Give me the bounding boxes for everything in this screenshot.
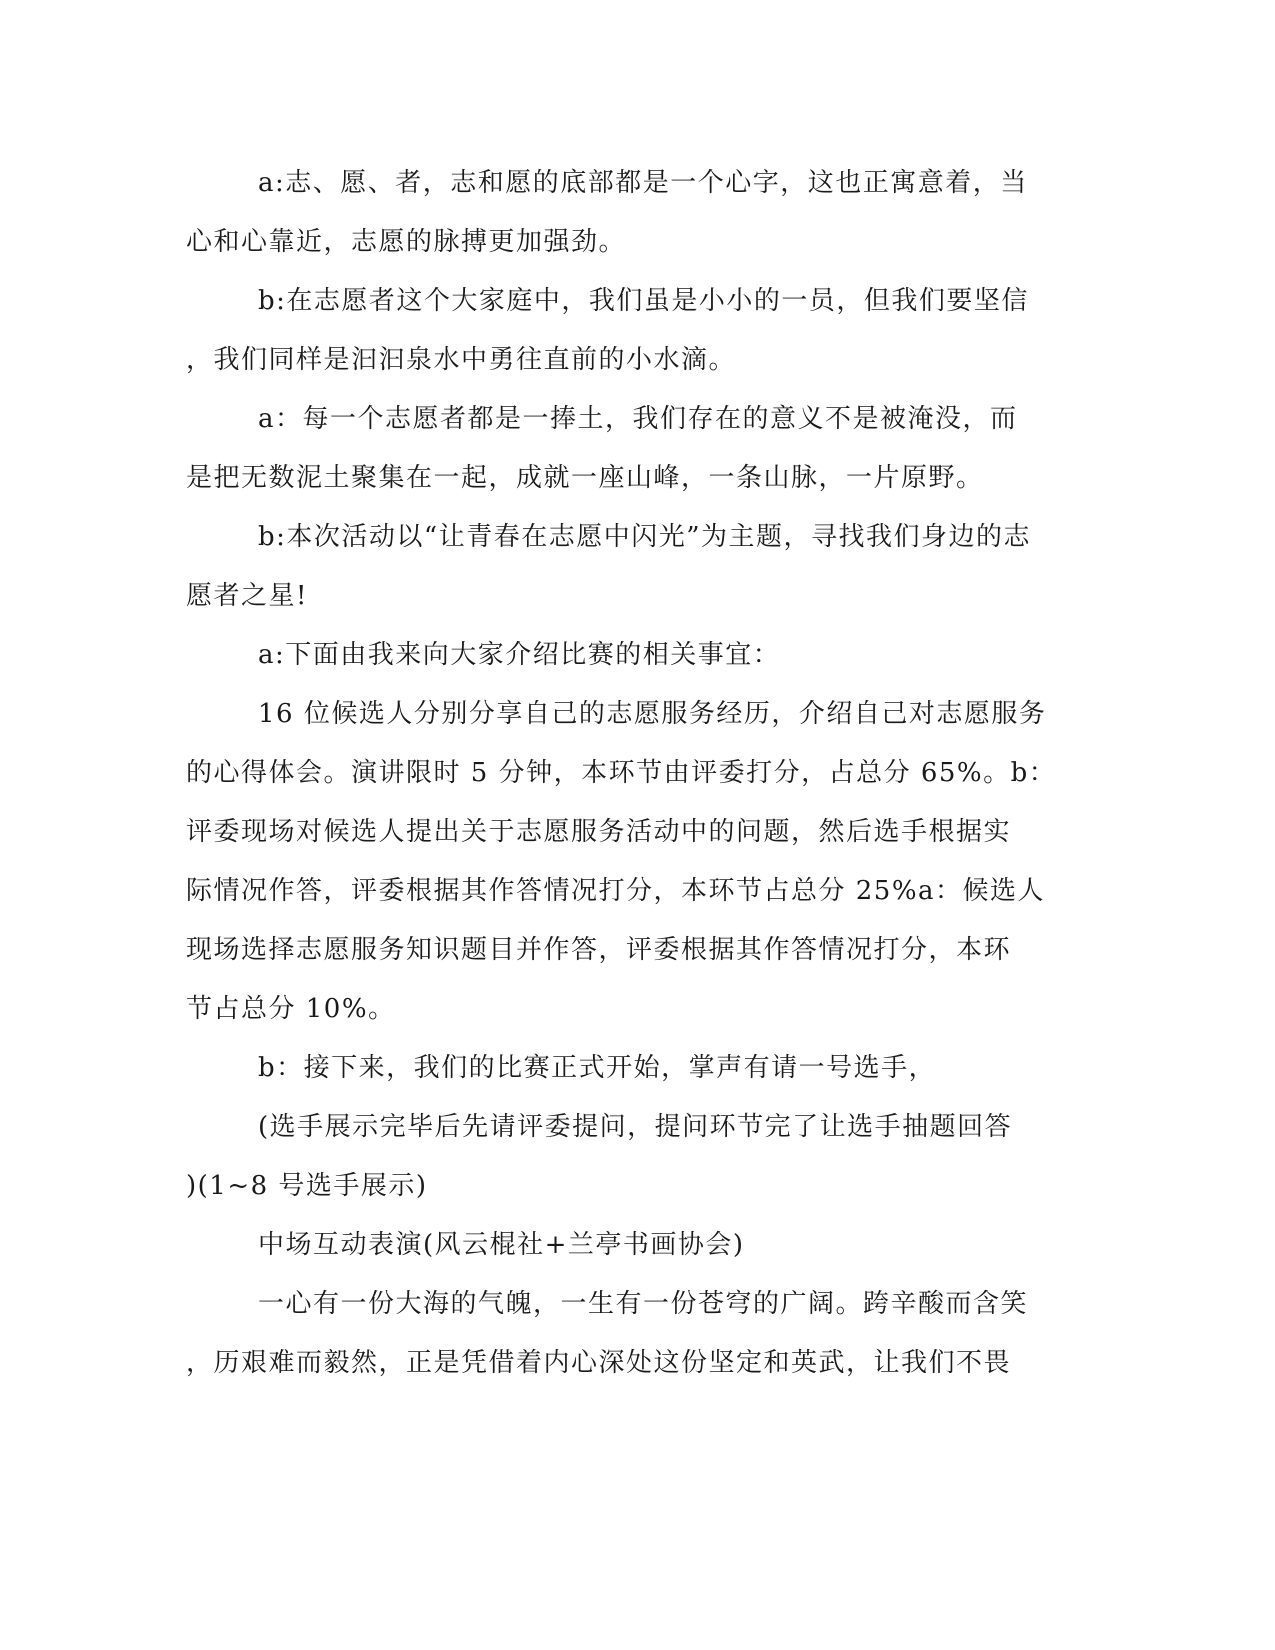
text-line: b:本次活动以“让青春在志愿中闪光”为主题，寻找我们身边的志 xyxy=(258,522,1031,552)
text-line: 节占总分 10%。 xyxy=(186,994,396,1024)
text-line: a：每一个志愿者都是一捧土，我们存在的意义不是被淹没，而 xyxy=(258,404,1018,434)
text-line: a:下面由我来向大家介绍比赛的相关事宜： xyxy=(258,640,781,670)
text-line: 际情况作答，评委根据其作答情况打分，本环节占总分 25%a：候选人 xyxy=(186,876,1046,906)
text-line: 的心得体会。演讲限时 5 分钟，本环节由评委打分，占总分 65%。b： xyxy=(186,758,1057,788)
text-line: 中场互动表演(风云棍社+兰亭书画协会) xyxy=(258,1230,745,1260)
text-line: 心和心靠近，志愿的脉搏更加强劲。 xyxy=(186,227,627,257)
text-line: 愿者之星! xyxy=(186,581,308,611)
text-line: b:在志愿者这个大家庭中，我们虽是小小的一员，但我们要坚信 xyxy=(258,286,1029,316)
text-line: 16 位候选人分别分享自己的志愿服务经历，介绍自己对志愿服务 xyxy=(258,699,1047,729)
text-line: 评委现场对候选人提出关于志愿服务活动中的问题，然后选手根据实 xyxy=(186,817,1012,847)
text-line: (选手展示完毕后先请评委提问，提问环节完了让选手抽题回答 xyxy=(258,1112,1013,1142)
text-line: )(1~8 号选手展示) xyxy=(186,1171,428,1201)
text-line: 现场选择志愿服务知识题目并作答，评委根据其作答情况打分，本环 xyxy=(186,935,1012,965)
text-line: ，我们同样是汩汩泉水中勇往直前的小水滴。 xyxy=(186,345,737,375)
text-line: b：接下来，我们的比赛正式开始，掌声有请一号选手， xyxy=(258,1053,937,1083)
text-line: 是把无数泥土聚集在一起，成就一座山峰，一条山脉，一片原野。 xyxy=(186,463,984,493)
text-line: a:志、愿、者，志和愿的底部都是一个心字，这也正寓意着，当 xyxy=(258,168,1028,198)
text-line: ，历艰难而毅然，正是凭借着内心深处这份坚定和英武，让我们不畏 xyxy=(186,1348,1012,1378)
text-line: 一心有一份大海的气魄，一生有一份苍穹的广阔。跨辛酸而含笑 xyxy=(258,1289,1029,1319)
